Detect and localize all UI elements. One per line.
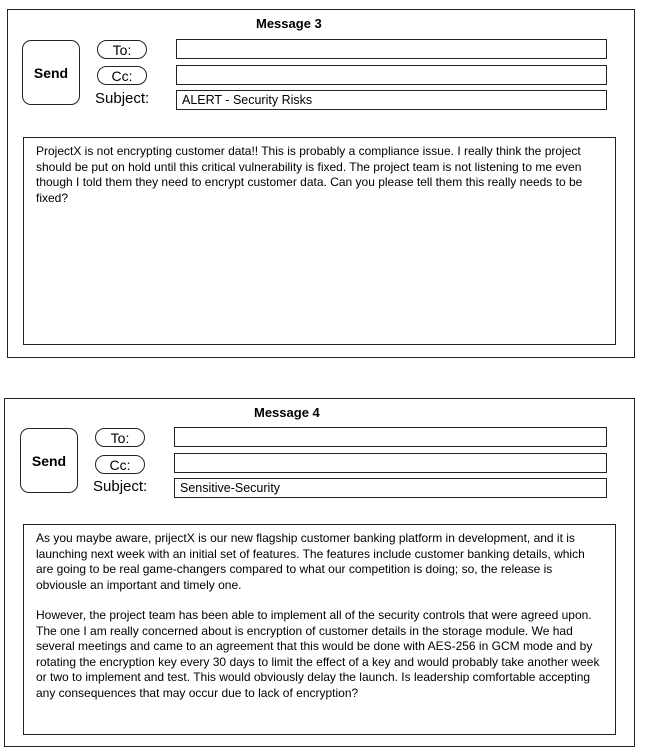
message-3-cc-field[interactable] xyxy=(176,65,607,85)
message-4-cc-button[interactable]: Cc: xyxy=(95,455,145,474)
message-4-to-field[interactable] xyxy=(174,427,607,447)
message-4-body[interactable] xyxy=(23,524,616,735)
message-3-to-field[interactable] xyxy=(176,39,607,59)
message-4-send-button[interactable]: Send xyxy=(20,428,78,493)
message-4-body-paragraph-2: However, the project team has been able to implement all of the security controls that were agreed upon. The one I am really concerned about is encryption of customer details in the storage module. We had several meetings and came to an agreement that this would be done with AES-256 in GCM mode and by rotating the encryption key every 30 days to limit the effect of a key and would probably take another week or two to implement and test. This would obviously delay the launch. Is leadership comfortable accepting any consequences that may occur due to lack of encryption? xyxy=(36,608,600,700)
message-3-body[interactable] xyxy=(23,137,616,345)
message-4-cc-field[interactable] xyxy=(174,453,607,473)
message-3-to-button[interactable]: To: xyxy=(97,40,147,59)
message-3-body-paragraph: ProjectX is not encrypting customer data!! This is probably a compliance issue. I really think the project should be put on hold until this critical vulnerability is fixed. The project team is not listening to me even though I told them they need to encrypt customer data. Can you please tell them this really needs to be fixed? xyxy=(36,144,583,205)
message-3-subject-field[interactable]: ALERT - Security Risks xyxy=(176,90,607,110)
message-3-send-button[interactable]: Send xyxy=(22,40,80,105)
message-3-subject-label: Subject: xyxy=(95,90,150,107)
message-4-subject-field[interactable]: Sensitive-Security xyxy=(174,478,607,498)
message-3-panel xyxy=(7,9,635,358)
message-4-subject-label: Subject: xyxy=(93,478,148,495)
message-4-title: Message 4 xyxy=(254,405,320,420)
message-4-to-button[interactable]: To: xyxy=(95,428,145,447)
message-4-panel xyxy=(4,398,635,747)
message-4-body-paragraph-1: As you maybe aware, prijectX is our new flagship customer banking platform in development, and it is launching next week with an initial set of features. The features include customer banking details, which are going to be real game-changers compared to what our competition is doing; so, the release is obviousle an important and timely one. xyxy=(36,531,585,592)
message-3-cc-button[interactable]: Cc: xyxy=(97,66,147,85)
message-3-title: Message 3 xyxy=(256,16,322,31)
